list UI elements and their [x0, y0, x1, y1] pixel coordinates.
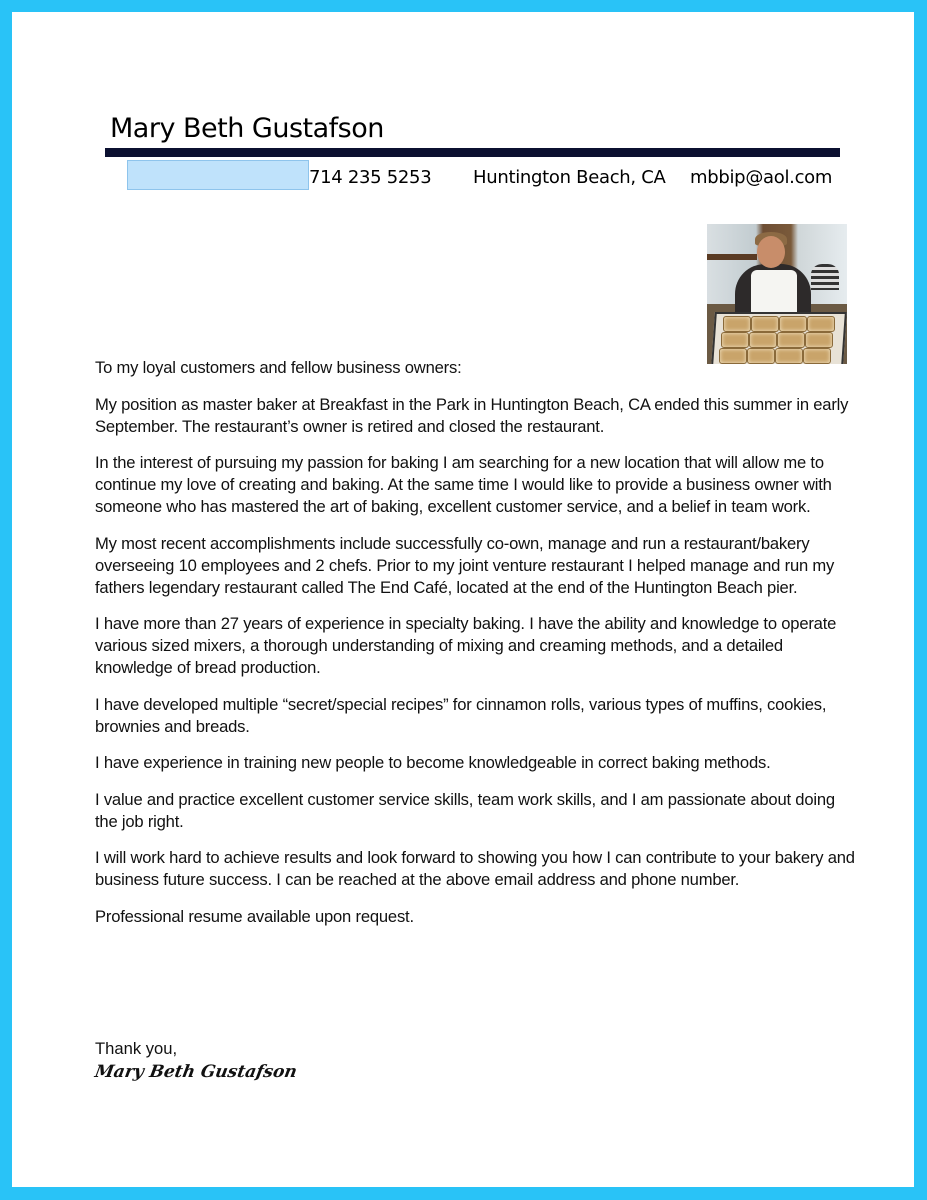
photo-roll	[751, 316, 779, 332]
photo-roll	[749, 332, 777, 348]
photo-roll	[779, 316, 807, 332]
header-location: Huntington Beach, CA	[473, 167, 666, 188]
photo-chair	[811, 264, 839, 290]
photo-shelf	[707, 254, 757, 260]
salutation: To my loyal customers and fellow business owners:	[95, 358, 462, 377]
paragraph: I have experience in training new people to become knowledgeable in correct baking methods.	[95, 753, 771, 772]
paragraph: In the interest of pursuing my passion for baking I am searching for a new location that will allow me to continue my love of creating and baking. At the same time I would like to provide a business owner with someone who has mastered the art of baking, excellent customer service, and a belief in team work.	[95, 453, 832, 516]
photo-roll	[721, 332, 749, 348]
redacted-highlight-box	[127, 160, 309, 190]
header-email: mbbip@aol.com	[690, 167, 833, 188]
paragraph: My most recent accomplishments include successfully co-own, manage and run a restaurant/bakery overseeing 10 employees and 2 chefs. Prior to my joint venture restaurant I helped manage and run my fathers legendary restaurant called The End Café, located at the end of the Huntington Beach pier.	[95, 533, 835, 597]
paragraph: Professional resume available upon request.	[95, 906, 414, 926]
photo-roll	[723, 316, 751, 332]
signature: Mary Beth Gustafson	[93, 1062, 299, 1082]
letter-page	[12, 12, 914, 1187]
photo-roll	[805, 332, 833, 348]
paragraph: My position as master baker at Breakfast in the Park in Huntington Beach, CA ended this summer in early September. The restaurant’s owner is retired and closed the restaurant.	[95, 394, 849, 436]
baker-photo	[707, 224, 847, 364]
photo-person-head	[757, 236, 785, 268]
closing: Thank you,	[95, 1039, 178, 1058]
letter-body	[95, 357, 855, 942]
photo-roll	[807, 316, 835, 332]
paragraph: I will work hard to achieve results and look forward to showing you how I can contribute to your bakery and business future success. I can be reached at the above email address and phone number.	[95, 848, 855, 889]
paragraph: I have more than 27 years of experience in specialty baking. I have the ability and knowledge to operate various sized mixers, a thorough understanding of mixing and creaming methods, and a detailed knowledge of bread production.	[95, 614, 837, 677]
header-divider	[105, 148, 840, 157]
header-name: Mary Beth Gustafson	[110, 113, 384, 144]
paragraph: I have developed multiple “secret/special recipes” for cinnamon rolls, various types of muffins, cookies, brownies and breads.	[95, 694, 827, 736]
photo-roll	[777, 332, 805, 348]
paragraph: I value and practice excellent customer service skills, team work skills, and I am passionate about doing the job right.	[95, 789, 835, 831]
header-phone: 714 235 5253	[309, 167, 432, 188]
